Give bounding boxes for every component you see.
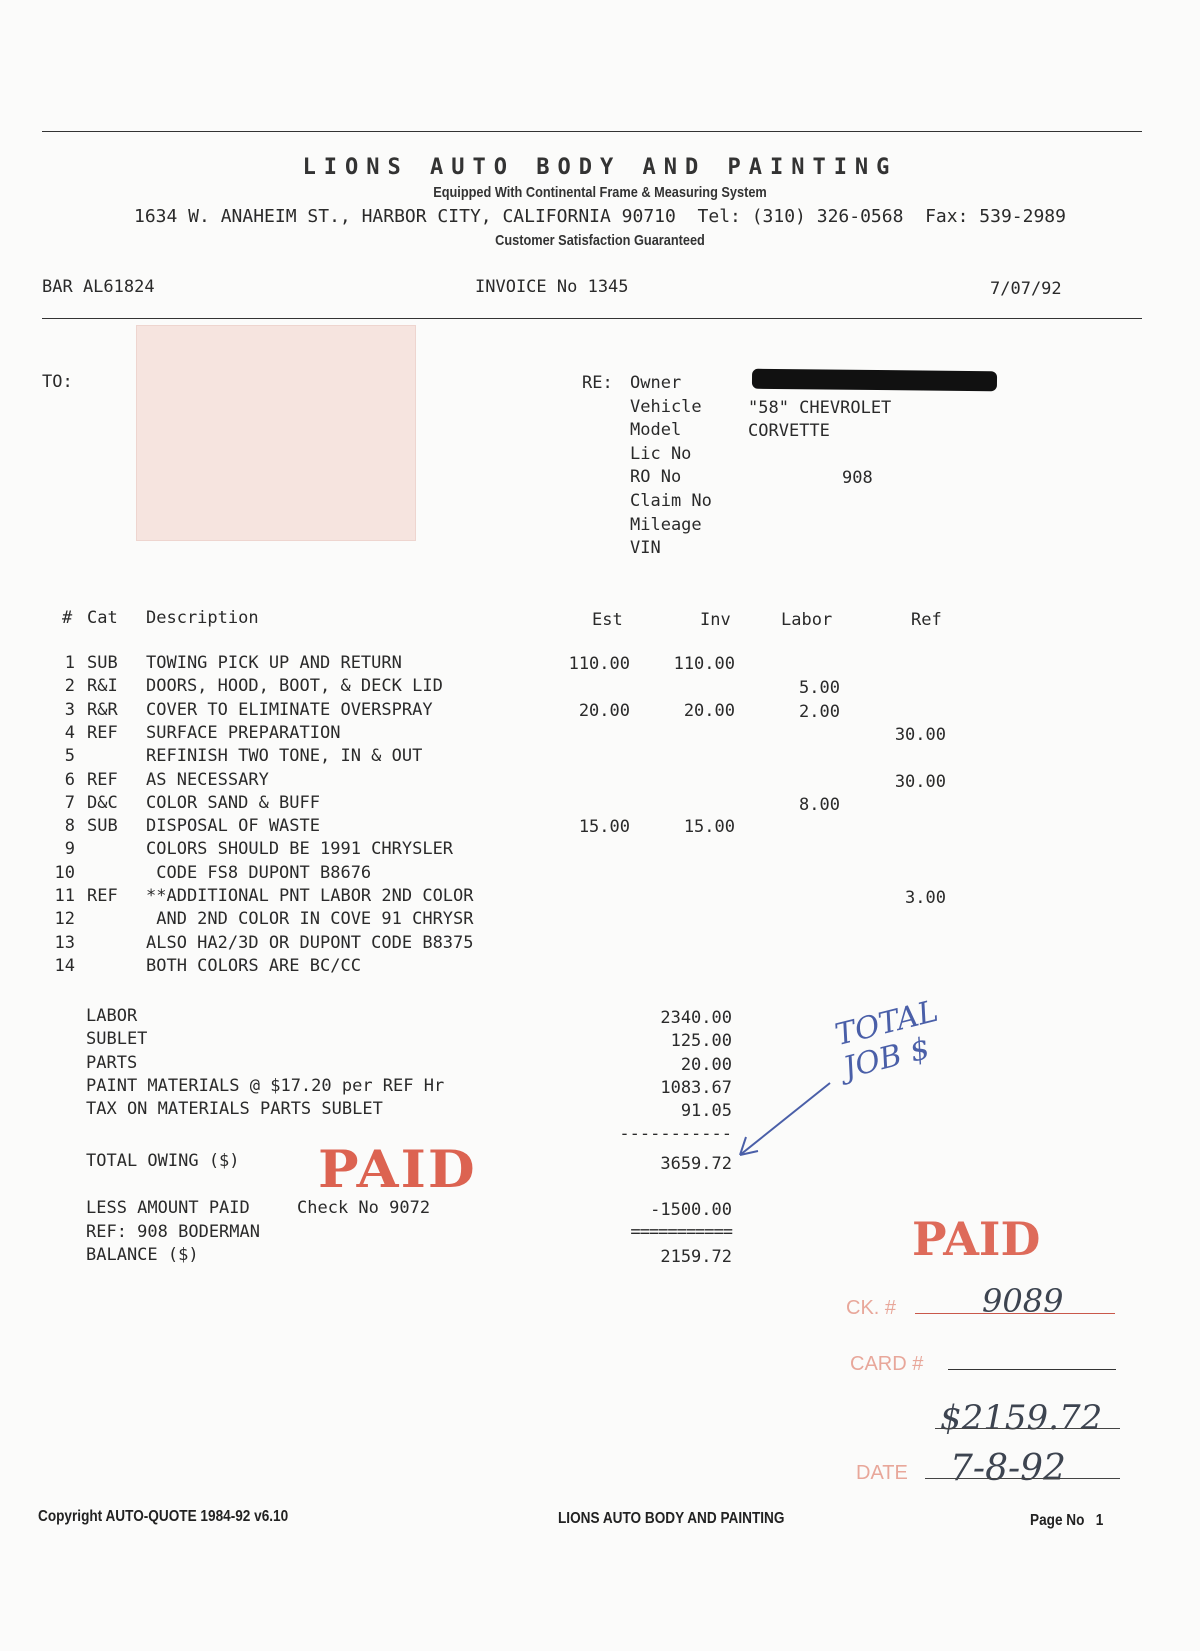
table-row: [0, 723, 1200, 745]
date-label: DATE: [856, 1462, 908, 1484]
line-labor: 8.00: [799, 794, 840, 815]
line-number: 4: [64, 722, 75, 743]
col-inv: Inv: [700, 610, 731, 630]
line-description: AS NECESSARY: [146, 769, 269, 790]
line-description: **ADDITIONAL PNT LABOR 2ND COLOR: [146, 886, 474, 906]
card-label: CARD #: [850, 1353, 924, 1375]
table-row: [0, 770, 1200, 792]
total-value: 125.00: [670, 1031, 732, 1052]
line-inv: 110.00: [673, 654, 735, 674]
ref-line: REF: 908 BODERMAN: [86, 1222, 260, 1242]
table-row: [0, 933, 1200, 955]
slogan: Customer Satisfaction Guaranteed: [495, 232, 705, 249]
col-labor: Labor: [781, 610, 833, 630]
footer-page: Page No 1: [1030, 1512, 1104, 1529]
table-row: [0, 839, 1200, 861]
less-paid-value: -1500.00: [650, 1200, 732, 1220]
line-ref: 30.00: [894, 724, 946, 745]
table-row: [0, 886, 1200, 908]
line-description: CODE FS8 DUPONT B8676: [146, 862, 372, 883]
total-owing-label: TOTAL OWING ($): [86, 1151, 240, 1171]
vehicle-field-label: Model: [630, 420, 682, 441]
top-rule: [42, 131, 1142, 132]
invoice-number: INVOICE No 1345: [475, 277, 629, 297]
line-category: SUB: [87, 653, 118, 673]
paid-stamp-2: PAID: [912, 1212, 1041, 1266]
handwritten-total-job-note: TOTAL JOB $: [831, 993, 942, 1086]
vehicle-field-label: Vehicle: [630, 396, 702, 417]
table-row: [0, 816, 1200, 838]
line-est: 110.00: [568, 654, 630, 674]
eq-rule: ===========: [630, 1222, 732, 1242]
line-number: 11: [54, 886, 75, 906]
tagline: Equipped With Continental Frame & Measuring System: [433, 184, 767, 201]
to-label: TO:: [42, 372, 73, 392]
total-value: 2340.00: [660, 1008, 732, 1028]
line-number: 9: [64, 839, 75, 860]
ck-label: CK. #: [846, 1297, 897, 1319]
vehicle-field-label: Mileage: [630, 514, 702, 535]
line-category: REF: [87, 769, 118, 790]
bar-number: BAR AL61824: [42, 277, 155, 297]
owner-redaction: [752, 369, 997, 392]
line-description: SURFACE PREPARATION: [146, 722, 341, 743]
handwritten-check-number: 9089: [982, 1282, 1064, 1320]
total-label: LABOR: [86, 1006, 138, 1026]
line-number: 13: [54, 932, 75, 953]
table-row: [0, 676, 1200, 698]
balance-label: BALANCE ($): [86, 1245, 199, 1265]
handwritten-date: 7-8-92: [950, 1448, 1066, 1489]
line-category: REF: [87, 886, 118, 906]
line-number: 2: [64, 676, 75, 697]
amount-line: [935, 1428, 1120, 1429]
line-category: R&I: [87, 676, 118, 697]
handwritten-arrow-icon: [730, 1075, 840, 1165]
line-description: ALSO HA2/3D OR DUPONT CODE B8375: [146, 932, 474, 953]
table-row: [0, 793, 1200, 815]
table-row: [0, 700, 1200, 722]
date-line: [925, 1478, 1120, 1479]
vehicle-field-label: Lic No: [630, 443, 692, 464]
total-label: TAX ON MATERIALS PARTS SUBLET: [86, 1099, 383, 1120]
line-category: SUB: [87, 816, 118, 837]
total-value: 1083.67: [660, 1077, 732, 1098]
col-cat: Cat: [87, 608, 118, 628]
line-description: DOORS, HOOD, BOOT, & DECK LID: [146, 676, 443, 697]
line-labor: 2.00: [799, 701, 840, 722]
handwritten-amount: $2159.72: [940, 1398, 1103, 1438]
line-est: 20.00: [578, 700, 630, 721]
line-number: 7: [64, 792, 75, 813]
footer-company: LIONS AUTO BODY AND PAINTING: [558, 1510, 785, 1527]
total-owing-value: 3659.72: [660, 1154, 732, 1174]
line-number: 10: [54, 862, 75, 883]
vehicle-field-label: RO No: [630, 467, 682, 488]
line-description: REFINISH TWO TONE, IN & OUT: [146, 746, 423, 767]
line-description: BOTH COLORS ARE BC/CC: [146, 955, 361, 976]
vehicle-field-value: 908: [842, 468, 873, 489]
line-category: D&C: [87, 792, 118, 813]
header-rule: [42, 318, 1142, 319]
table-row: [0, 746, 1200, 768]
line-number: 12: [54, 909, 75, 930]
total-label: SUBLET: [86, 1029, 148, 1050]
col-ref: Ref: [911, 610, 942, 630]
footer-copyright: Copyright AUTO-QUOTE 1984-92 v6.10: [38, 1508, 289, 1525]
line-description: COLOR SAND & BUFF: [146, 792, 320, 813]
col-est: Est: [592, 610, 623, 630]
address-line: 1634 W. ANAHEIM ST., HARBOR CITY, CALIFORNIA 90710 Tel: (310) 326-0568 Fax: 539-2989: [134, 206, 1066, 227]
check-number: Check No 9072: [297, 1198, 431, 1218]
table-row: [0, 956, 1200, 978]
invoice-date: 7/07/92: [990, 279, 1062, 299]
vehicle-field-label: VIN: [630, 538, 661, 559]
vehicle-field-label: Owner: [630, 373, 682, 393]
vehicle-field-value: "58" CHEVROLET: [748, 397, 892, 418]
table-row: [0, 653, 1200, 675]
line-category: REF: [87, 722, 118, 743]
col-num: #: [62, 608, 73, 628]
line-description: DISPOSAL OF WASTE: [146, 816, 320, 837]
line-number: 14: [54, 955, 75, 976]
line-labor: 5.00: [799, 678, 840, 699]
col-description: Description: [146, 608, 259, 628]
total-label: PAINT MATERIALS @ $17.20 per REF Hr: [86, 1075, 445, 1096]
table-row: [0, 863, 1200, 885]
dash-rule: -----------: [619, 1124, 732, 1144]
line-ref: 30.00: [894, 771, 946, 792]
vehicle-field-value: CORVETTE: [748, 421, 830, 442]
line-number: 3: [64, 699, 75, 720]
total-value: 20.00: [680, 1054, 732, 1075]
total-value: 91.05: [680, 1101, 732, 1122]
table-row: [0, 909, 1200, 931]
line-number: 5: [64, 746, 75, 767]
line-inv: 20.00: [683, 700, 735, 721]
card-line: [948, 1369, 1116, 1370]
line-description: COVER TO ELIMINATE OVERSPRAY: [146, 699, 433, 720]
line-description: AND 2ND COLOR IN COVE 91 CHRYSR: [146, 909, 474, 930]
less-paid-label: LESS AMOUNT PAID: [86, 1198, 250, 1218]
company-name: LIONS AUTO BODY AND PAINTING: [302, 155, 898, 180]
line-number: 1: [64, 653, 75, 673]
total-label: PARTS: [86, 1052, 138, 1073]
line-inv: 15.00: [683, 817, 735, 838]
paid-stamp: PAID: [318, 1138, 477, 1200]
line-category: R&R: [87, 699, 118, 720]
line-description: TOWING PICK UP AND RETURN: [146, 653, 402, 673]
re-label: RE:: [582, 373, 613, 393]
line-ref: 3.00: [905, 888, 946, 908]
line-number: 6: [64, 769, 75, 790]
balance-value: 2159.72: [660, 1247, 732, 1267]
line-description: COLORS SHOULD BE 1991 CHRYSLER: [146, 839, 454, 860]
address-label-sticker: [136, 325, 416, 541]
vehicle-field-label: Claim No: [630, 491, 712, 511]
line-number: 8: [64, 816, 75, 837]
line-est: 15.00: [578, 817, 630, 838]
